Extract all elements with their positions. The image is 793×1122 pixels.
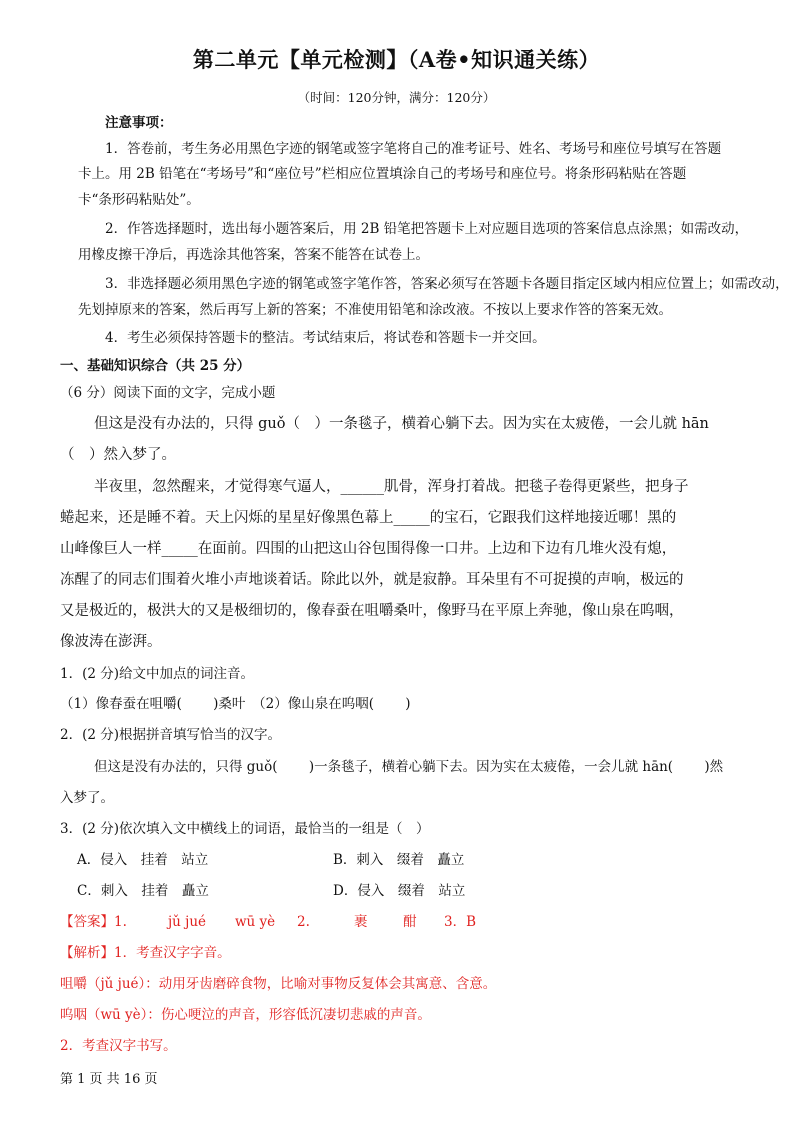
passage-line-3: 半夜里，忽然醒来，才觉得寒气逼人，______肌骨，浑身打着战。把毯子卷得更紧些，把身子 — [94, 479, 689, 495]
question-1-items: （1）像春蚕在咀嚼( )桑叶 （2）像山泉在呜咽( ) — [60, 696, 411, 712]
passage-line-1: 但这是没有办法的，只得 guǒ（ ）一条毯子，横着心躺下去。因为实在太疲倦，一会儿就 hān — [94, 416, 709, 432]
option-b: B．刺入 缀着 矗立 — [333, 852, 465, 868]
analysis-label: 【解析】1．考查汉字字音。 — [60, 945, 231, 961]
answer-3: 3．B — [444, 914, 477, 930]
question-3-stem: 3．(2 分)依次填入文中横线上的词语，最恰当的一组是（ ） — [60, 821, 430, 837]
notice-item-1-line-3: 卡“条形码粘贴处”。 — [78, 192, 200, 208]
option-c: C．刺入 挂着 矗立 — [77, 883, 209, 899]
notice-item-2-line-2: 用橡皮擦干净后，再选涂其他答案，答案不能答在试卷上。 — [78, 247, 429, 263]
analysis-line-3: 2．考查汉字书写。 — [60, 1038, 177, 1054]
answer-label: 【答案】1. — [60, 914, 127, 930]
passage-line-4: 蜷起来，还是睡不着。天上闪烁的星星好像黑色幕上_____的宝石，它跟我们这样地接近哪！黑的 — [60, 510, 677, 526]
notice-item-2-line-1: 2．作答选择题时，选出每小题答案后，用 2B 铅笔把答题卡上对应题目选项的答案信息点涂黑；如需改动， — [105, 221, 749, 237]
notice-item-1-line-1: 1．答卷前，考生务必用黑色字迹的钢笔或签字笔将自己的准考证号、姓名、考场号和座位号填写在答题 — [105, 141, 722, 157]
analysis-line-1: 咀嚼（jǔ jué）：动用牙齿磨碎食物，比喻对事物反复体会其寓意、含意。 — [60, 976, 497, 992]
notice-item-3-line-2: 先划掉原来的答案，然后再写上新的答案；不准使用铅笔和涂改液。不按以上要求作答的答案无效。 — [78, 302, 672, 318]
exam-time-info: （时间：120分钟，满分：120分） — [297, 90, 496, 105]
notice-item-4-line-1: 4．考生必须保持答题卡的整洁。考试结束后，将试卷和答题卡一并交回。 — [105, 330, 546, 346]
answer-label-2: 2. — [297, 914, 310, 930]
option-a: A．侵入 挂着 站立 — [77, 852, 209, 868]
question-2-line-2: 入梦了。 — [60, 790, 114, 806]
question-1-stem: 1．(2 分)给文中加点的词注音。 — [60, 666, 255, 682]
notice-item-3-line-1: 3．非选择题必须用黑色字迹的钢笔或签字笔作答，答案必须写在答题卡各题目指定区域内相应位置上；如需改动， — [105, 276, 789, 292]
question-2-line-1: 但这是没有办法的，只得 guǒ( )一条毯子，横着心躺下去。因为实在太疲倦，一会儿就 hān( )然 — [94, 759, 724, 775]
answer-2-2: 酣 — [403, 914, 417, 930]
section-heading: 一、基础知识综合（共 25 分） — [60, 358, 251, 374]
answer-2-1: 裹 — [354, 914, 368, 930]
passage-line-8: 像波涛在澎湃。 — [60, 634, 162, 650]
answer-1-1: jǔ jué — [168, 914, 207, 930]
passage-line-5: 山峰像巨人一样_____在面前。四围的山把这山谷包围得像一口井。上边和下边有几堆火没有熄， — [60, 541, 677, 557]
passage-line-7: 又是极近的，极洪大的又是极细切的，像春蚕在咀嚼桑叶，像野马在平原上奔驰，像山泉在呜咽， — [60, 603, 684, 619]
passage-line-2: （ ）然入梦了。 — [60, 447, 176, 463]
question-2-stem: 2．(2 分)根据拼音填写恰当的汉字。 — [60, 727, 282, 743]
analysis-line-2: 呜咽（wū yè）：伤心哽泣的声音，形容低沉凄切悲戚的声音。 — [60, 1007, 431, 1023]
notice-item-1-line-2: 卡上。用 2B 铅笔在“考场号”和“座位号”栏相应位置填涂自己的考场号和座位号。将条形码粘贴在答题 — [78, 166, 687, 182]
notice-heading: 注意事项： — [105, 115, 173, 131]
passage-line-6: 冻醒了的同志们围着火堆小声地谈着话。除此以外，就是寂静。耳朵里有不可捉摸的声响，极远的 — [60, 572, 684, 588]
answer-1-2: wū yè — [235, 914, 276, 930]
option-d: D．侵入 缀着 站立 — [333, 883, 466, 899]
page-footer: 第 1 页 共 16 页 — [60, 1072, 158, 1087]
page-title: 第二单元【单元检测】（A卷•知识通关练） — [192, 47, 601, 72]
section-intro: （6 分）阅读下面的文字，完成小题 — [60, 385, 276, 401]
